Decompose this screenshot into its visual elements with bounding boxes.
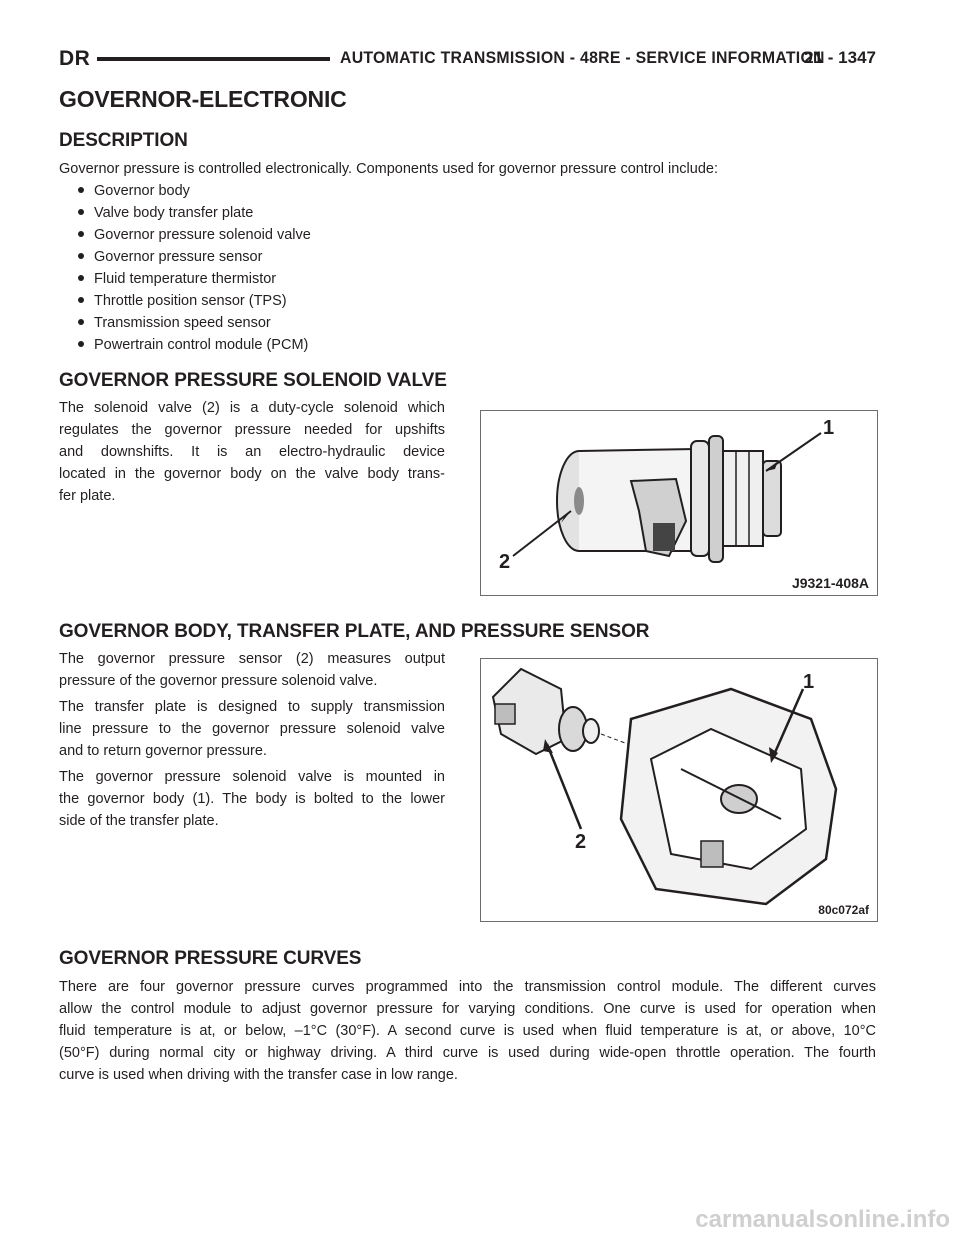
list-item: Transmission speed sensor bbox=[78, 312, 311, 334]
watermark: carmanualsonline.info bbox=[695, 1206, 950, 1233]
bullet-icon bbox=[78, 341, 84, 347]
figure-id: J9321-408A bbox=[791, 575, 869, 591]
bullet-icon bbox=[78, 319, 84, 325]
sensor-paragraph: The governor pressure sensor (2) measures output pressure of the governor pressure solenoid valve. bbox=[59, 651, 445, 689]
component-list bbox=[78, 180, 311, 356]
list-item: Powertrain control module (PCM) bbox=[78, 334, 311, 356]
bullet-icon bbox=[78, 297, 84, 303]
header-rule bbox=[97, 57, 330, 61]
header-section-code: DR bbox=[59, 47, 91, 70]
list-item: Throttle position sensor (TPS) bbox=[78, 290, 311, 312]
page-title: GOVERNOR-ELECTRONIC bbox=[59, 86, 347, 112]
solenoid-paragraph: The solenoid valve (2) is a duty-cycle solenoid which regulates the governor pressure needed for upshifts and downshifts. It is an electro-hydraulic device located in the governor body on the valve body trans- fer plate. bbox=[59, 400, 445, 504]
curves-paragraph: There are four governor pressure curves programmed into the transmission control module. The different curves allow the control module to adjust governor pressure for varying conditions. One curve is used for operation when fluid temperature is at, or below, –1°C (30°F). A second curve is used when fluid temperature is at, or above, 10°C (50°F) during normal city or highway driving. A third curve is used during wide-open throttle operation. The fourth curve is used when driving with the transfer case in low range. bbox=[59, 979, 876, 1083]
solenoid-valve-illustration bbox=[481, 411, 877, 595]
bullet-icon bbox=[78, 253, 84, 259]
bullet-icon bbox=[78, 275, 84, 281]
solenoid-valve-figure bbox=[480, 410, 878, 596]
callout-1: 1 bbox=[823, 417, 835, 439]
governor-body-heading: GOVERNOR BODY, TRANSFER PLATE, AND PRESSURE SENSOR bbox=[59, 621, 650, 642]
page-number: 21 - 1347 bbox=[804, 48, 876, 67]
description-intro: Governor pressure is controlled electronically. Components used for governor pressure control include: bbox=[59, 161, 718, 177]
list-item: Governor pressure solenoid valve bbox=[78, 224, 311, 246]
description-heading: DESCRIPTION bbox=[59, 130, 188, 151]
governor-body-illustration bbox=[481, 659, 877, 921]
bullet-icon bbox=[78, 209, 84, 215]
governor-body-paragraph: The governor pressure solenoid valve is mounted in the governor body (1). The body is bolted to the lower side of the transfer plate. bbox=[59, 769, 445, 829]
callout-2: 2 bbox=[499, 551, 511, 573]
figure-id: 80c072af bbox=[818, 903, 869, 917]
bullet-icon bbox=[78, 187, 84, 193]
curves-heading: GOVERNOR PRESSURE CURVES bbox=[59, 948, 362, 969]
list-item: Fluid temperature thermistor bbox=[78, 268, 311, 290]
callout-2: 2 bbox=[575, 831, 587, 853]
list-item: Governor body bbox=[78, 180, 311, 202]
list-item: Governor pressure sensor bbox=[78, 246, 311, 268]
solenoid-heading: GOVERNOR PRESSURE SOLENOID VALVE bbox=[59, 370, 447, 391]
callout-1: 1 bbox=[803, 671, 815, 693]
header-title: AUTOMATIC TRANSMISSION - 48RE - SERVICE INFORMATION bbox=[340, 48, 825, 67]
governor-body-figure bbox=[480, 658, 878, 922]
bullet-icon bbox=[78, 231, 84, 237]
page-header bbox=[59, 44, 876, 74]
transfer-plate-paragraph: The transfer plate is designed to supply transmission line pressure to the governor pressure solenoid valve and to return governor pressure. bbox=[59, 699, 445, 759]
list-item: Valve body transfer plate bbox=[78, 202, 311, 224]
